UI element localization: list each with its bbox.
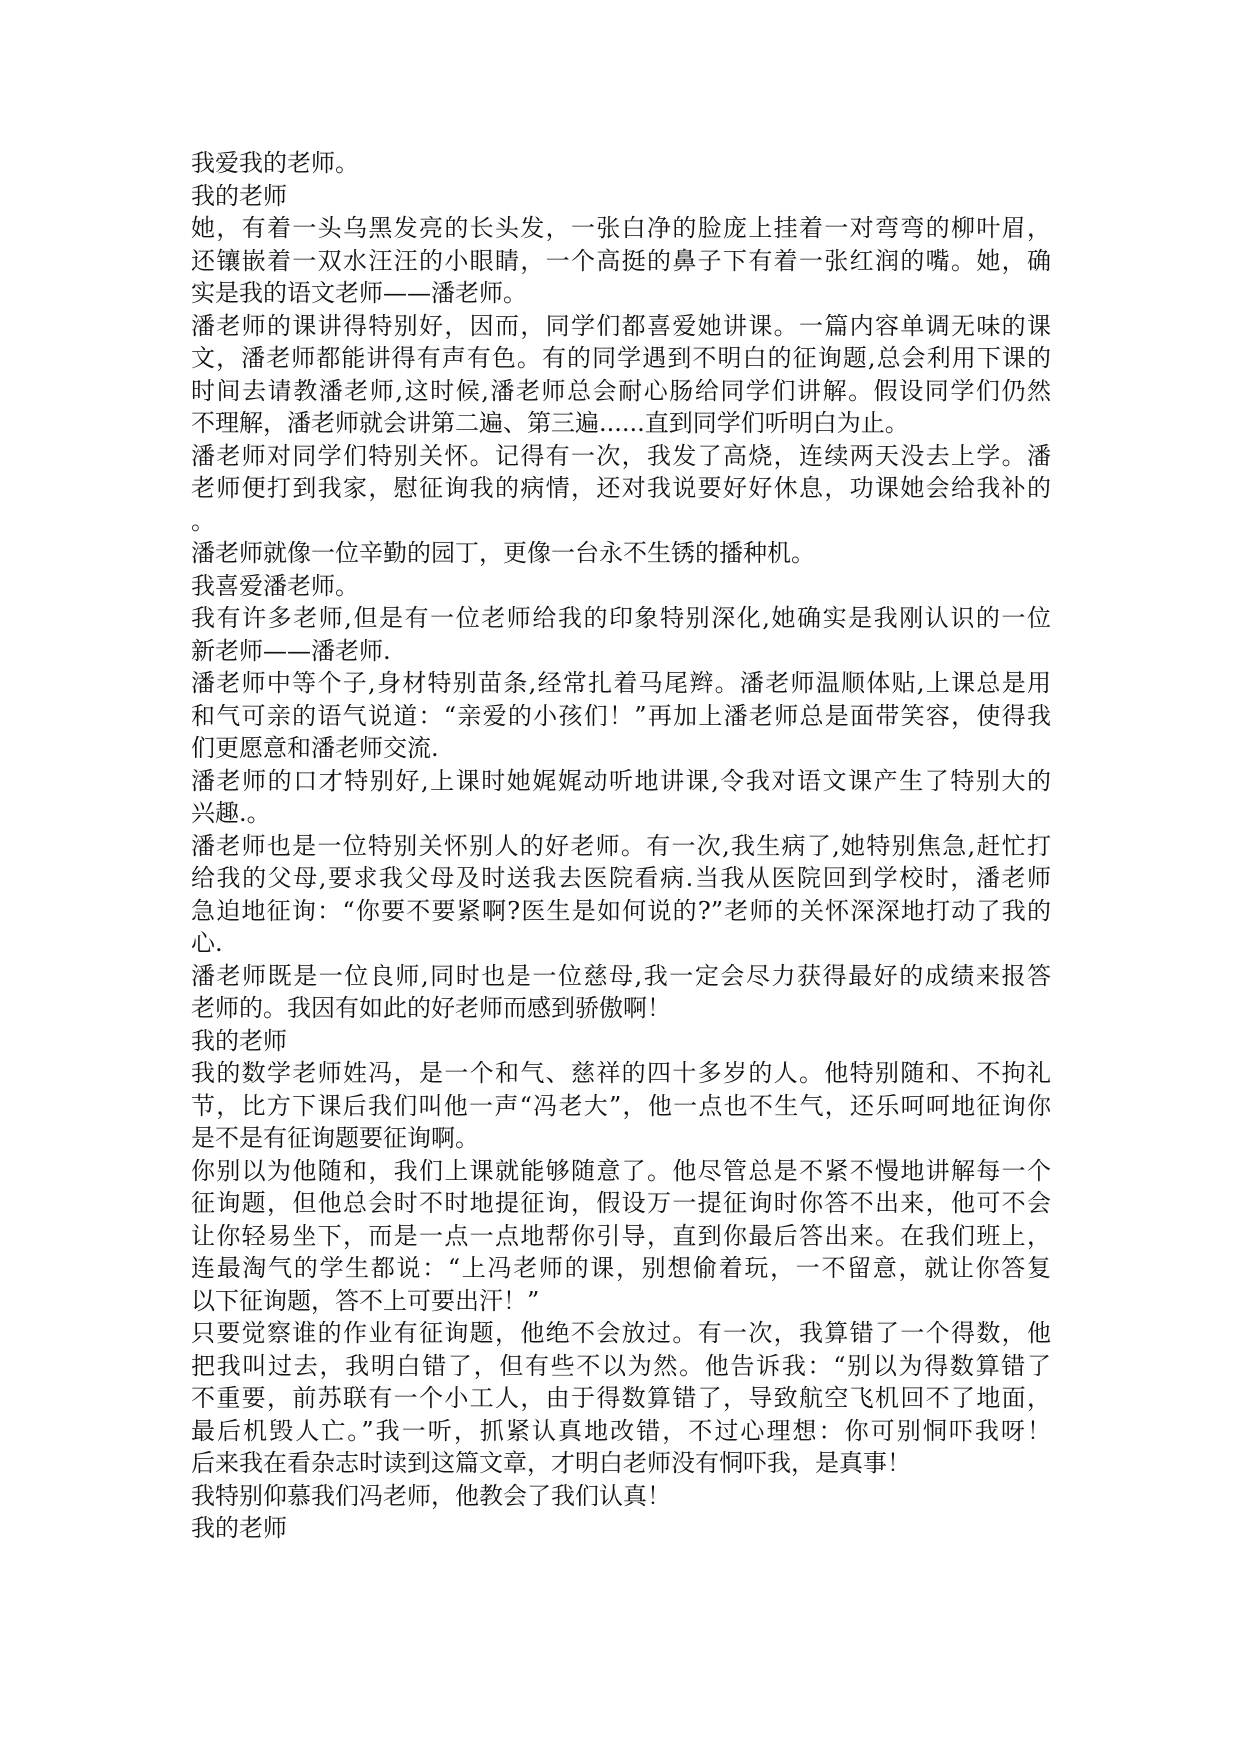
text-line: 们更愿意和潘老师交流. [191,734,439,762]
text-line: 连最淘气的学生都说：“上冯老师的课，别想偷着玩，一不留意，就让你答复 [191,1254,1051,1282]
text-line: 潘老师的口才特别好,上课时她娓娓动听地讲课,令我对语文课产生了特别大的 [191,766,1051,795]
text-line: 潘老师就像一位辛勤的园丁，更像一台永不生锈的播种机。 [191,539,815,567]
text-line: 你别以为他随和，我们上课就能够随意了。他尽管总是不紧不慢地讲解每一个 [191,1156,1051,1185]
text-line: 不重要，前苏联有一个小工人，由于得数算错了，导致航空飞机回不了地面， [191,1384,1051,1412]
text-line: 潘老师也是一位特别关怀别人的好老师。有一次,我生病了,她特别焦急,赶忙打 [191,831,1051,860]
text-line: 实是我的语文老师——潘老师。 [191,279,527,307]
document-body [191,147,1051,1545]
text-line: 新老师——潘老师. [191,636,391,665]
text-line: 我的老师 [191,1026,287,1055]
text-line: 还镶嵌着一双水汪汪的小眼睛，一个高挺的鼻子下有着一张红润的嘴。她，确 [191,246,1051,275]
text-line: 心. [191,929,223,957]
text-line: 只要觉察谁的作业有征询题，他绝不会放过。有一次，我算错了一个得数，他 [191,1319,1051,1347]
text-line: 后来我在看杂志时读到这篇文章，才明白老师没有恫吓我，是真事！ [191,1449,911,1477]
text-line: 我爱我的老师。 [191,149,359,177]
text-line: 和气可亲的语气说道：“亲爱的小孩们！”再加上潘老师总是面带笑容，使得我 [191,701,1051,730]
text-line: 潘老师的课讲得特别好，因而，同学们都喜爱她讲课。一篇内容单调无味的课 [191,311,1051,340]
text-line: 潘老师对同学们特别关怀。记得有一次，我发了高烧，连续两天没去上学。潘 [191,441,1051,470]
text-line: 文，潘老师都能讲得有声有色。有的同学遇到不明白的征询题,总会利用下课的 [191,344,1051,372]
text-line: 我的数学老师姓冯，是一个和气、慈祥的四十多岁的人。他特别随和、不拘礼 [191,1059,1051,1087]
text-line: 我喜爱潘老师。 [191,571,359,600]
text-line: 我的老师 [191,1514,287,1542]
text-line: 给我的父母,要求我父母及时送我去医院看病.当我从医院回到学校时，潘老师 [191,864,1051,892]
text-line: 潘老师既是一位良师,同时也是一位慈母,我一定会尽力获得最好的成绩来报答 [191,961,1051,990]
text-line: 潘老师中等个子,身材特别苗条,经常扎着马尾辫。潘老师温顺体贴,上课总是用 [191,669,1051,697]
text-line: 征询题，但他总会时不时地提征询，假设万一提征询时你答不出来，他可不会 [191,1189,1051,1217]
text-line: 我有许多老师,但是有一位老师给我的印象特别深化,她确实是我刚认识的一位 [191,604,1051,632]
text-line: 老师便打到我家，慰征询我的病情，还对我说要好好休息，功课她会给我补的 [191,474,1051,502]
text-line: 最后机毁人亡。”我一听，抓紧认真地改错，不过心理想：你可别恫吓我呀！ [191,1416,1051,1445]
text-line: 让你轻易坐下，而是一点一点地帮你引导，直到你最后答出来。在我们班上， [191,1221,1051,1250]
text-line: 不理解，潘老师就会讲第二遍、第三遍......直到同学们听明白为止。 [191,409,909,437]
text-line: 。 [191,506,215,535]
text-line: 急迫地征询：“你要不要紧啊?医生是如何说的?”老师的关怀深深地打动了我的 [191,896,1051,925]
text-line: 她，有着一头乌黑发亮的长头发，一张白净的脸庞上挂着一对弯弯的柳叶眉， [191,214,1051,242]
text-line: 时间去请教潘老师,这时候,潘老师总会耐心肠给同学们讲解。假设同学们仍然 [191,376,1051,405]
text-line: 是不是有征询题要征询啊。 [191,1124,479,1152]
text-line: 我的老师 [191,181,287,210]
text-line: 兴趣.。 [191,799,271,827]
text-line: 我特别仰慕我们冯老师，他教会了我们认真！ [191,1481,671,1510]
text-line: 老师的。我因有如此的好老师而感到骄傲啊！ [191,994,671,1022]
text-line: 节，比方下课后我们叫他一声“冯老大”，他一点也不生气，还乐呵呵地征询你 [191,1091,1051,1120]
text-line: 以下征询题，答不上可要出汗！” [191,1286,540,1315]
text-line: 把我叫过去，我明白错了，但有些不以为然。他告诉我：“别以为得数算错了 [191,1351,1051,1380]
